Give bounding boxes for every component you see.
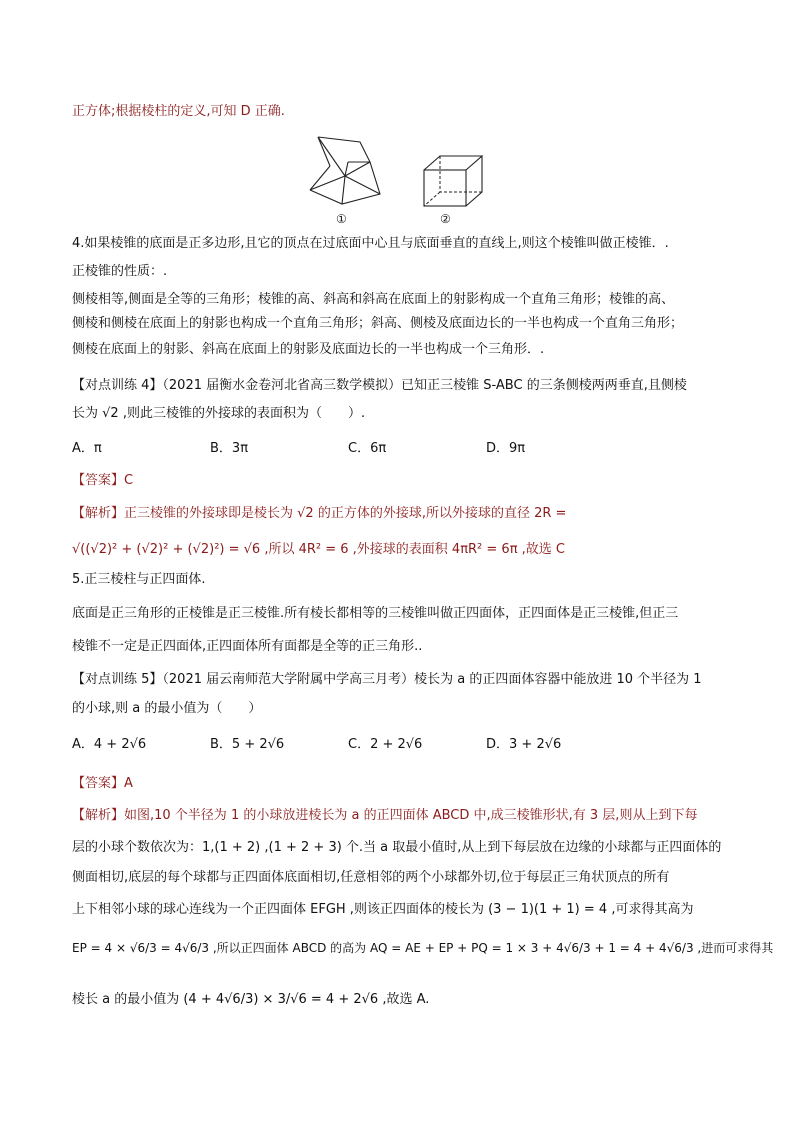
choice-d: D．3 + 2√6 xyxy=(486,737,562,752)
answer: 【答案】A xyxy=(72,776,133,791)
paragraph-line: 侧棱和侧棱在底面上的射影也构成一个直角三角形；斜高、侧棱及底面边长的一半也构成一个直角三角形； xyxy=(72,316,684,331)
solution-line: 【解析】如图,10 个半径为 1 的小球放进棱长为 a 的正四面体 ABCD 中,成三棱锥形状,有 3 层,则从上到下每 xyxy=(72,808,698,823)
exercise-line: 【对点训练 5】（2021 届云南师范大学附属中学高三月考）棱长为 a 的正四面体容器中能放进 10 个半径为 1 xyxy=(72,672,702,687)
choice-c: C．6π xyxy=(348,441,387,456)
paragraph-line: 棱锥不一定是正四面体,正四面体所有面都是全等的正三角形.. xyxy=(72,639,423,654)
choice-b: B．5 + 2√6 xyxy=(210,737,285,752)
paragraph-line: 4.如果棱锥的底面是正多边形,且它的顶点在过底面中心且与底面垂直的直线上,则这个棱锥叫做正棱锥．. xyxy=(72,236,669,251)
solution-line: 上下相邻小球的球心连线为一个正四面体 EFGH ,则该正四面体的棱长为 (3 − 1)(1 + 1) = 4 ,可求得其高为 xyxy=(72,902,694,917)
choice-b: B．3π xyxy=(210,441,249,456)
figure-label: ① xyxy=(336,212,347,226)
exercise-line: 【对点训练 4】（2021 届衡水金卷河北省高三数学模拟）已知正三棱锥 S-ABC 的三条侧棱两两垂直,且侧棱 xyxy=(72,378,687,393)
exercise-line: 的小球,则 a 的最小值为（ ） xyxy=(72,701,262,716)
solution-line: √((√2)² + (√2)² + (√2)²) = √6 ,所以 4R² = 6 ,外接球的表面积 4πR² = 6π ,故选 C xyxy=(72,542,565,557)
answer: 【答案】C xyxy=(72,473,134,488)
paragraph-line: 侧棱相等,侧面是全等的三角形；棱锥的高、斜高和斜高在底面上的射影构成一个直角三角形；棱锥的高、 xyxy=(72,292,675,307)
figure-label: ② xyxy=(440,212,451,226)
paragraph-line: 侧棱在底面上的射影、斜高在底面上的射影及底面边长的一半也构成一个三角形．. xyxy=(72,342,545,357)
solution-line: EP = 4 × √6/3 = 4√6/3 ,所以正四面体 ABCD 的高为 AQ = AE + EP + PQ = 1 × 3 + 4√6/3 + 1 = 4 + 4√6/3 ,进而可求得其 xyxy=(72,941,774,955)
choice-a: A．π xyxy=(72,441,102,456)
choice-c: C．2 + 2√6 xyxy=(348,737,423,752)
solution-line: 棱长 a 的最小值为 (4 + 4√6/3) × 3/√6 = 4 + 2√6 ,故选 A. xyxy=(72,992,430,1007)
choice-d: D．9π xyxy=(486,441,526,456)
choice-a: A．4 + 2√6 xyxy=(72,737,147,752)
solution-line: 【解析】正三棱锥的外接球即是棱长为 √2 的正方体的外接球,所以外接球的直径 2R = xyxy=(72,506,567,521)
exercise-line: 长为 √2 ,则此三棱锥的外接球的表面积为（ ）. xyxy=(72,406,366,421)
paragraph-line: 底面是正三角形的正棱锥是正三棱锥.所有棱长都相等的三棱锥叫做正四面体，正四面体是正三棱锥,但正三 xyxy=(72,606,679,621)
section-title: 5.正三棱柱与正四面体. xyxy=(72,572,206,587)
solution-line: 侧面相切,底层的每个球都与正四面体底面相切,任意相邻的两个小球都外切,位于每层正三角状顶点的所有 xyxy=(72,870,670,885)
solution-line: 层的小球个数依次为：1,(1 + 2) ,(1 + 2 + 3) 个.当 a 取最小值时,从上到下每层放在边缘的小球都与正四面体的 xyxy=(72,840,722,855)
paragraph-line: 正棱锥的性质：. xyxy=(72,264,168,279)
figure-prism xyxy=(300,132,410,212)
figure-cube xyxy=(418,152,490,210)
paragraph-line: 正方体;根据棱柱的定义,可知 D 正确. xyxy=(72,104,285,119)
